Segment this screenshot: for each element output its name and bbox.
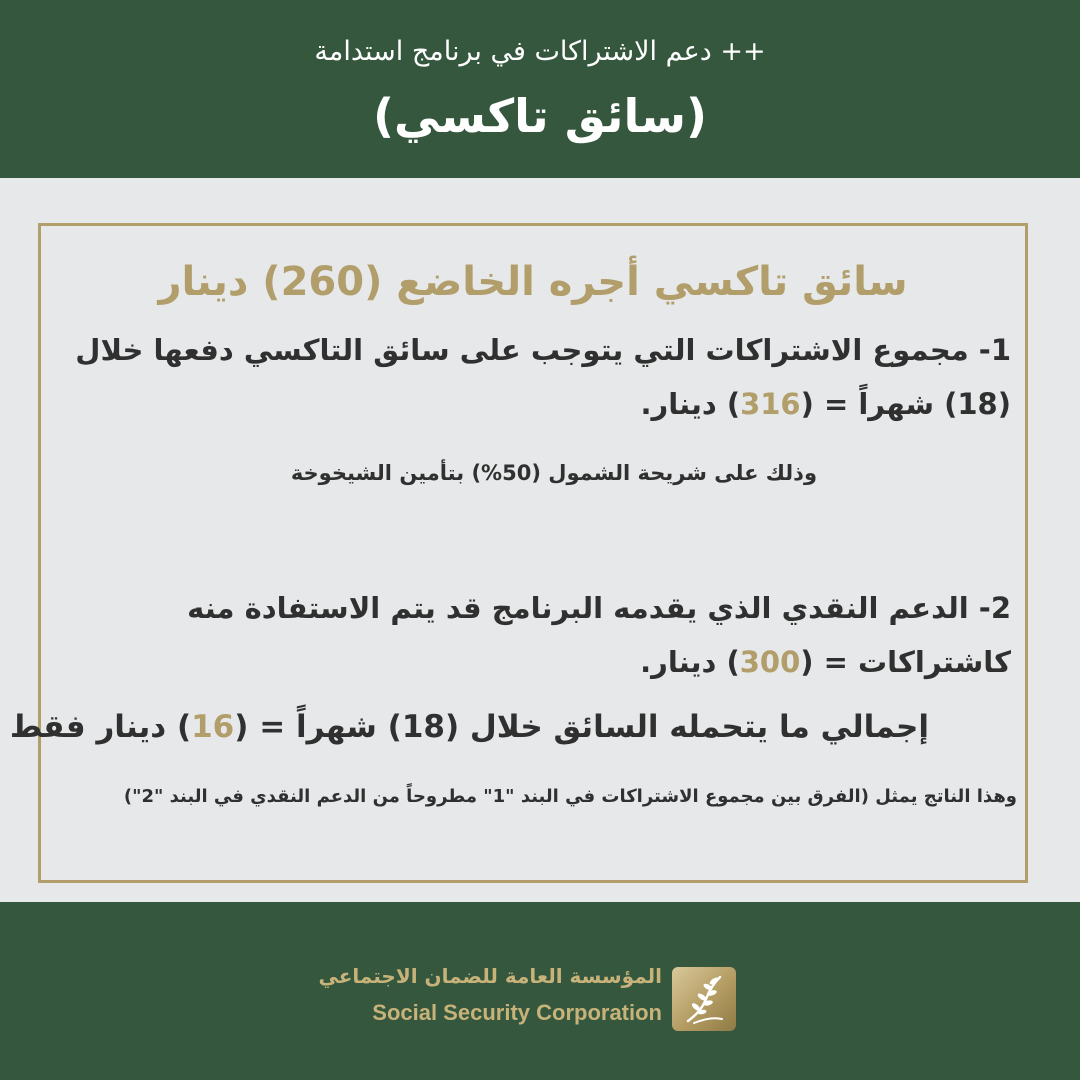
item1-line2-post: ) دينار. [640, 387, 741, 421]
org-name-english: Social Security Corporation [372, 1000, 662, 1025]
total-post: ) دينار فقط [9, 709, 192, 745]
org-name-arabic: المؤسسة العامة للضمان الاجتماعي [318, 964, 662, 988]
footnote: وهذا الناتج يمثل (الفرق بين مجموع الاشتراكات في البند "1" مطروحاً من الدعم النقدي في البند "2") [123, 786, 1017, 807]
item1-line1: 1- مجموع الاشتراكات التي يتوجب على سائق التاكسي دفعها خلال [75, 333, 1011, 367]
header-subtitle: دعم الاشتراكات في برنامج استدامة ++ [314, 36, 766, 67]
info-card [9, 223, 1028, 883]
item2-line1: 2- الدعم النقدي الذي يقدمه البرنامج قد يتم الاستفادة منه [187, 591, 1011, 625]
content-area [0, 178, 1080, 902]
total-pre: إجمالي ما يتحمله السائق خلال (18) شهراً = ( [234, 709, 929, 745]
item2-line2 [640, 642, 1011, 682]
total-value: 16 [191, 709, 235, 745]
olive-branch-icon-graphic [672, 967, 736, 1031]
olive-branch-icon [672, 967, 736, 1031]
item2-value: 300 [739, 645, 801, 679]
item2-line2-post: ) دينار. [640, 645, 740, 679]
item1-line2-pre: (18) شهراً = ( [800, 387, 1011, 421]
card-heading: سائق تاكسي أجره الخاضع (260) دينار [158, 259, 908, 305]
item1-note: وذلك على شريحة الشمول (50%) بتأمين الشيخوخة [290, 461, 817, 485]
footer-banner [0, 902, 1080, 1080]
item1-line2 [641, 384, 1011, 424]
header-title: (سائق تاكسي) [373, 89, 707, 143]
item1-value: 316 [740, 387, 801, 421]
item2-line2-pre: كاشتراكات = ( [800, 645, 1011, 679]
header-banner [0, 0, 1080, 178]
total-line [10, 706, 929, 748]
